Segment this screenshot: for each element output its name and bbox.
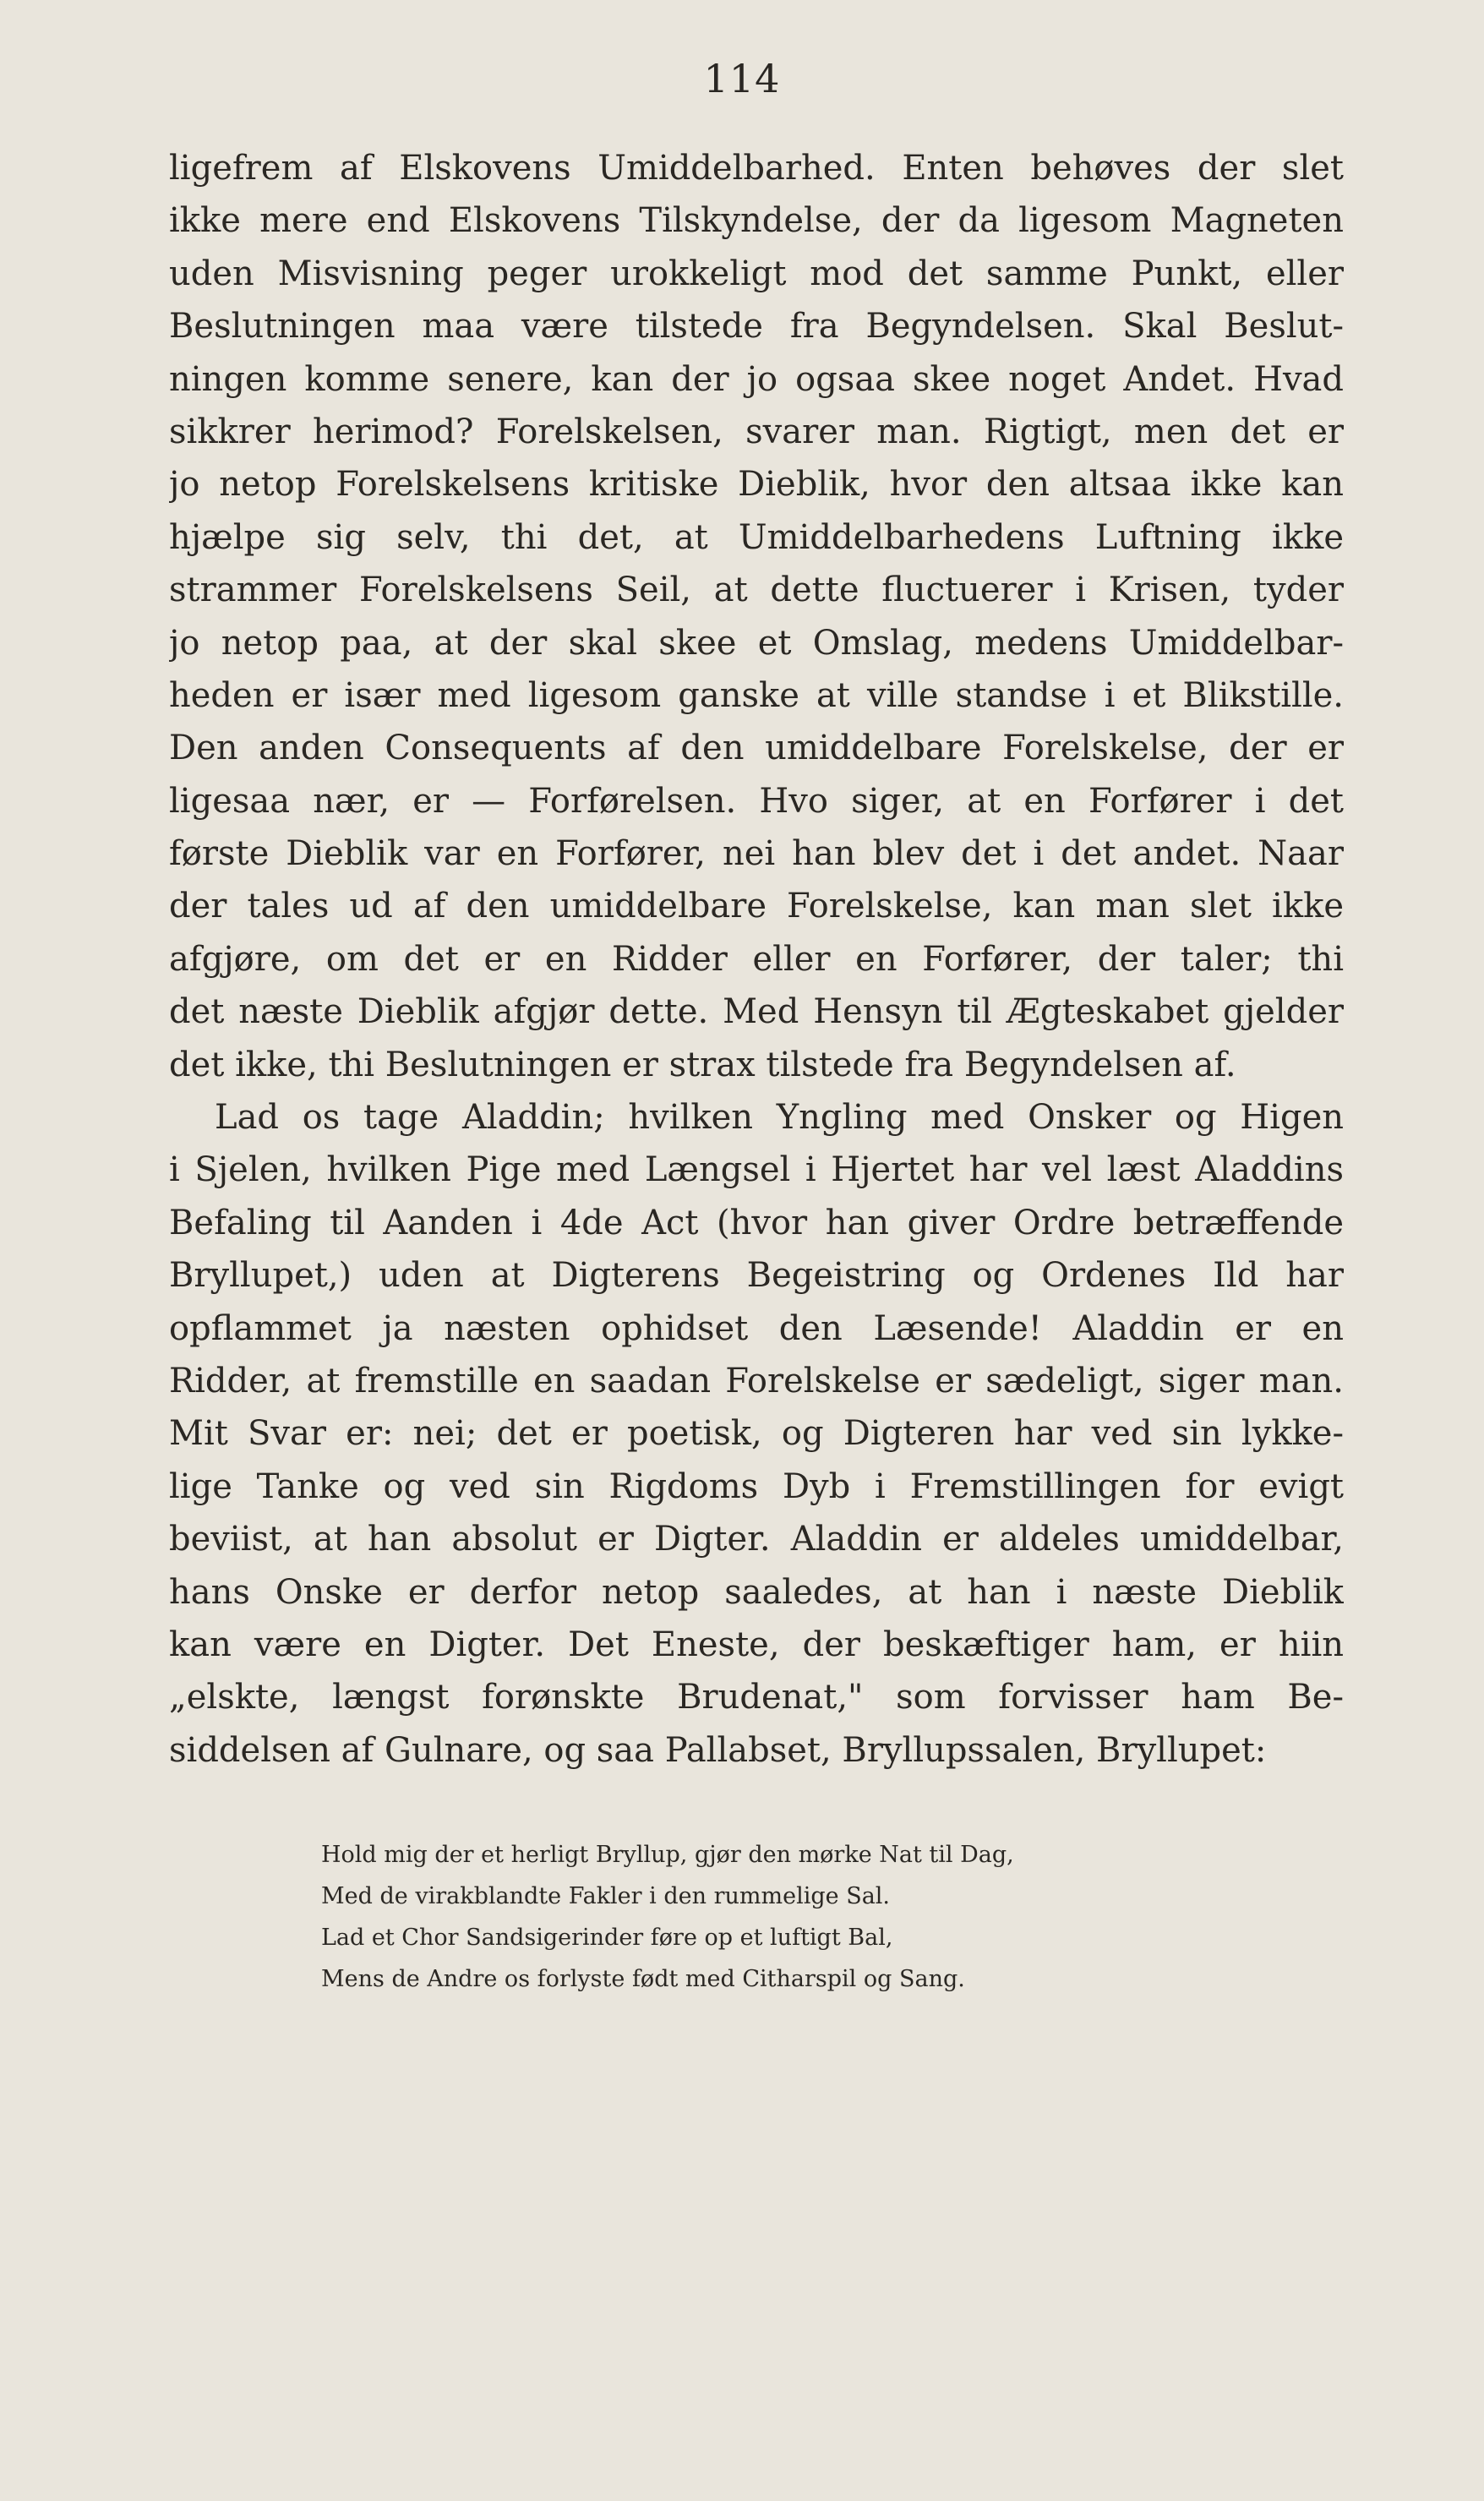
text-line: i Sjelen, hvilken Pige med Længsel i Hjertet har vel læst Aladdins	[169, 1150, 1344, 1190]
text-line: Den anden Consequents af den umiddelbare Forelskelse, der er	[169, 729, 1344, 768]
text-line: Bryllupet,) uden at Digterens Begeistring og Ordenes Ild har	[169, 1256, 1344, 1296]
text-line: jo netop Forelskelsens kritiske Dieblik, hvor den altsaa ikke kan	[169, 465, 1344, 505]
text-line: uden Misvisning peger urokkeligt mod det samme Punkt, eller	[169, 254, 1344, 293]
verse-line: Hold mig der et herligt Bryllup, gjør den mørke Nat til Dag,	[321, 1842, 1014, 1868]
text-line: kan være en Digter. Det Eneste, der beskæftiger ham, er hiin	[169, 1625, 1344, 1664]
text-line: Mit Svar er: nei; det er poetisk, og Digteren har ved sin lykke-	[169, 1414, 1344, 1454]
text-line: afgjøre, om det er en Ridder eller en Forfører, der taler; thi	[169, 939, 1344, 979]
text-line: ligesaa nær, er — Forførelsen. Hvo siger, at en Forfører i det	[169, 781, 1344, 821]
text-line: opflammet ja næsten ophidset den Læsende! Aladdin er en	[169, 1308, 1344, 1348]
text-line: ligefrem af Elskovens Umiddelbarhed. Enten behøves der slet	[169, 149, 1344, 188]
text-line: ningen komme senere, kan der jo ogsaa skee noget Andet. Hvad	[169, 359, 1344, 399]
text-line: Beslutningen maa være tilstede fra Begyndelsen. Skal Beslut-	[169, 307, 1344, 347]
text-line: lige Tanke og ved sin Rigdoms Dyb i Fremstillingen for evigt	[169, 1466, 1344, 1506]
text-line: det ikke, thi Beslutningen er strax tilstede fra Begyndelsen af.	[169, 1045, 1236, 1084]
text-line: „elskte, længst forønskte Brudenat," som forvisser ham Be-	[169, 1678, 1344, 1717]
text-line: ikke mere end Elskovens Tilskyndelse, der da ligesom Magneten	[169, 201, 1344, 241]
text-line: Ridder, at fremstille en saadan Forelskelse er sædeligt, siger man.	[169, 1361, 1344, 1401]
verse-quote	[321, 1834, 1335, 2000]
text-line: det næste Dieblik afgjør dette. Med Hensyn til Ægteskabet gjelder	[169, 992, 1344, 1032]
page-number: 114	[703, 56, 781, 101]
verse-line: Med de virakblandte Fakler i den rummelige Sal.	[321, 1883, 891, 1909]
text-line: sikkrer herimod? Forelskelsen, svarer man. Rigtigt, men det er	[169, 412, 1344, 451]
text-line: første Dieblik var en Forfører, nei han blev det i det andet. Naar	[169, 834, 1344, 874]
body-text	[169, 142, 1344, 1777]
text-line: der tales ud af den umiddelbare Forelskelse, kan man slet ikke	[169, 887, 1344, 926]
text-line: Lad os tage Aladdin; hvilken Yngling med Onsker og Higen	[215, 1098, 1344, 1138]
text-line: hjælpe sig selv, thi det, at Umiddelbarhedens Luftning ikke	[169, 517, 1344, 557]
text-line: siddelsen af Gulnare, og saa Pallabset, Bryllupssalen, Bryllupet:	[169, 1730, 1267, 1770]
text-line: strammer Forelskelsens Seil, at dette fluctuerer i Krisen, tyder	[169, 571, 1344, 610]
verse-line: Mens de Andre os forlyste født med Citharspil og Sang.	[321, 1966, 965, 1992]
text-line: hans Onske er derfor netop saaledes, at han i næste Dieblik	[169, 1572, 1344, 1612]
verse-line: Lad et Chor Sandsigerinder føre op et luftigt Bal,	[321, 1925, 893, 1951]
text-line: Befaling til Aanden i 4de Act (hvor han giver Ordre betræffende	[169, 1203, 1344, 1242]
text-line: heden er især med ligesom ganske at ville standse i et Blikstille.	[169, 675, 1344, 715]
text-line: jo netop paa, at der skal skee et Omslag, medens Umiddelbar-	[169, 623, 1344, 663]
text-line: beviist, at han absolut er Digter. Aladdin er aldeles umiddelbar,	[169, 1520, 1344, 1559]
